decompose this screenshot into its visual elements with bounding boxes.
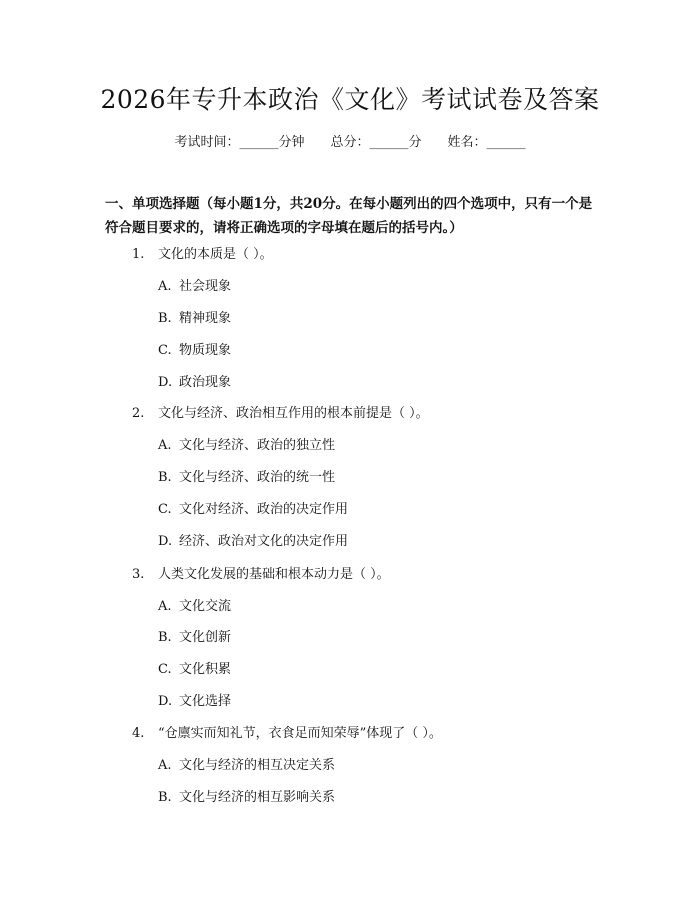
option-letter: B.	[158, 630, 172, 645]
option-letter: A.	[158, 279, 172, 294]
question-text: 文化的本质是（ ）。	[158, 247, 273, 262]
option-text: 文化创新	[179, 630, 232, 645]
option-text: 政治现象	[179, 375, 232, 390]
option-4a	[158, 754, 335, 773]
option-2b	[158, 466, 335, 485]
option-letter: D.	[158, 694, 173, 709]
question-number: 1.	[132, 247, 145, 262]
option-3d	[158, 690, 231, 709]
option-letter: A.	[158, 758, 172, 773]
option-4b	[158, 786, 335, 805]
question-text: 文化与经济、政治相互作用的根本前提是（ ）。	[158, 406, 429, 421]
option-text: 文化积累	[179, 662, 232, 677]
question-number: 4.	[132, 726, 145, 741]
question-3	[132, 563, 390, 582]
option-letter: B.	[158, 311, 172, 326]
option-3a	[158, 595, 231, 614]
option-text: 文化对经济、政治的决定作用	[179, 502, 349, 517]
option-text: 文化交流	[179, 599, 232, 614]
option-letter: A.	[158, 438, 172, 453]
option-1c	[158, 339, 231, 358]
option-text: 精神现象	[179, 311, 232, 326]
option-text: 文化选择	[179, 694, 232, 709]
question-4	[132, 722, 442, 741]
option-text: 文化与经济的相互决定关系	[179, 758, 336, 773]
total-score-label: 总分：______分	[330, 135, 422, 150]
option-1a	[158, 275, 231, 294]
option-3c	[158, 658, 231, 677]
option-letter: A.	[158, 599, 172, 614]
option-letter: D.	[158, 534, 173, 549]
option-text: 文化与经济、政治的独立性	[179, 438, 336, 453]
option-letter: C.	[158, 502, 172, 517]
option-text: 社会现象	[179, 279, 232, 294]
option-letter: D.	[158, 375, 173, 390]
option-letter: C.	[158, 343, 172, 358]
page-title: 2026年专升本政治《文化》考试试卷及答案	[100, 85, 600, 114]
question-2	[132, 402, 429, 421]
option-2d	[158, 530, 348, 549]
option-3b	[158, 626, 231, 645]
option-2a	[158, 434, 335, 453]
option-2c	[158, 498, 348, 517]
option-letter: C.	[158, 662, 172, 677]
option-letter: B.	[158, 790, 172, 805]
exam-meta	[0, 131, 700, 150]
question-number: 3.	[132, 567, 145, 582]
question-text: “仓廪实而知礼节，衣食足而知荣辱”体现了（ ）。	[158, 726, 442, 741]
question-number: 2.	[132, 406, 145, 421]
section-heading: 一、单项选择题（每小题1分，共20分。在每小题列出的四个选项中，只有一个是符合题目要求的，请将正确选项的字母填在题后的括号内。）	[105, 196, 593, 236]
option-text: 物质现象	[179, 343, 232, 358]
exam-time-label: 考试时间：______分钟	[174, 135, 305, 150]
question-text: 人类文化发展的基础和根本动力是（ ）。	[158, 567, 390, 582]
option-text: 文化与经济的相互影响关系	[179, 790, 336, 805]
option-1d	[158, 371, 231, 390]
name-label: 姓名：______	[447, 135, 526, 150]
option-text: 经济、政治对文化的决定作用	[179, 534, 349, 549]
option-letter: B.	[158, 470, 172, 485]
question-1	[132, 243, 273, 262]
option-text: 文化与经济、政治的统一性	[179, 470, 336, 485]
option-1b	[158, 307, 231, 326]
